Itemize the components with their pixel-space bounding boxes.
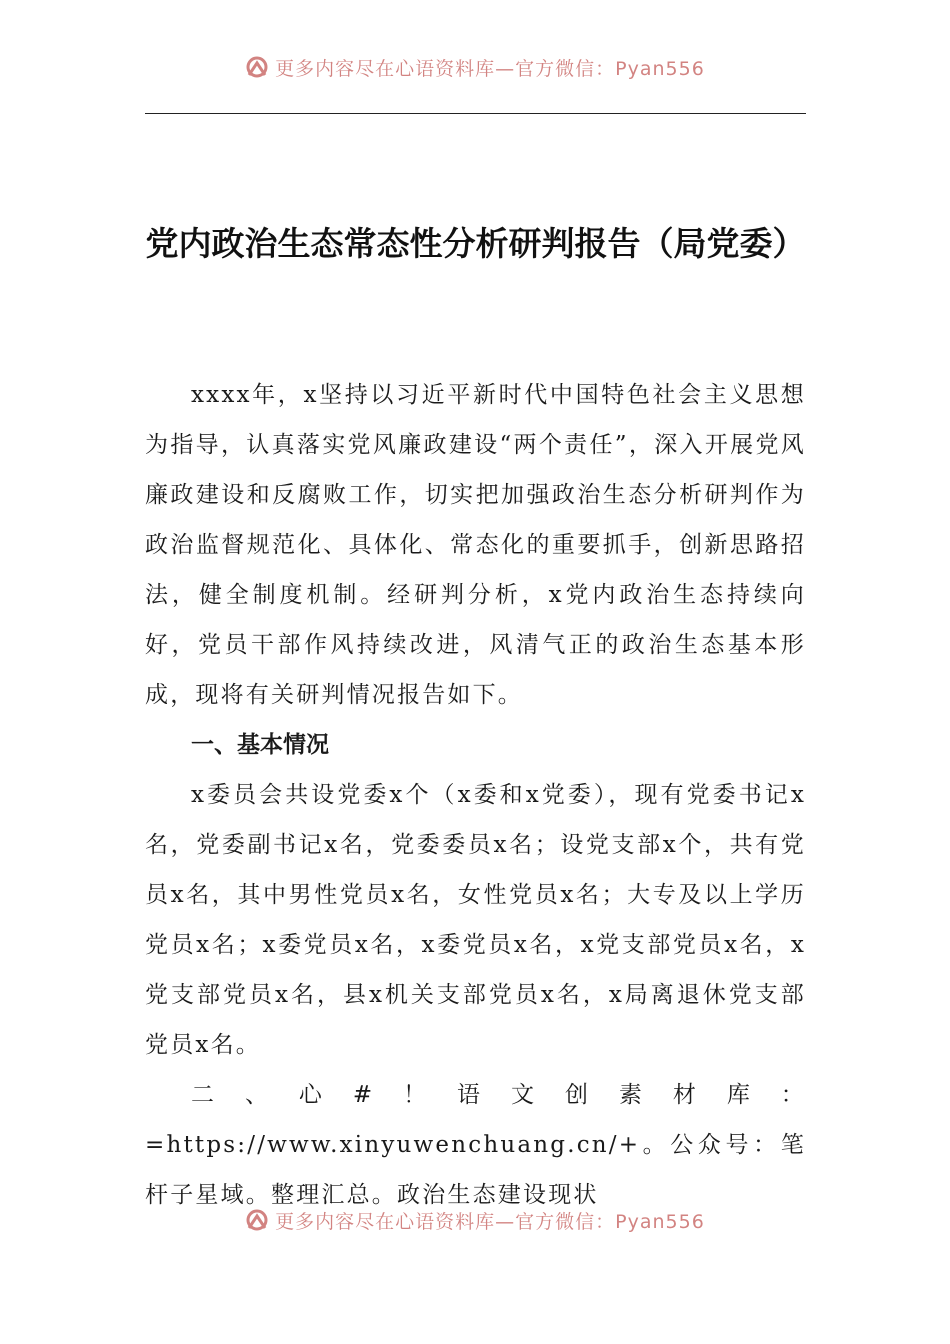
intro-paragraph: xxxx年，x坚持以习近平新时代中国特色社会主义思想为指导，认真落实党风廉政建设“两个责任”，深入开展党风廉政建设和反腐败工作，切实把加强政治生态分析研判作为政治监督规范化、具体化、常态化的重要抓手，创新思路招法，健全制度机制。经研判分析，x党内政治生态持续向好，党员干部作风持续改进，风清气正的政治生态基本形成，现将有关研判情况报告如下。 xyxy=(145,382,806,708)
footer-watermark xyxy=(0,1207,950,1237)
watermark-text: 更多内容尽在心语资料库—官方微信：Pyan556 xyxy=(275,58,705,80)
logo-icon xyxy=(245,1208,271,1237)
logo-icon xyxy=(245,55,271,84)
watermark-text: 更多内容尽在心语资料库—官方微信：Pyan556 xyxy=(275,1211,705,1233)
section-two-paragraph: 二、心#！语文创素材库：=https://www.xinyuwenchuang.cn/+。公众号：笔杆子星域。整理汇总。政治生态建设现状 xyxy=(145,1082,806,1208)
document-title: 党内政治生态常态性分析研判报告（局党委） xyxy=(145,224,806,263)
basic-info-paragraph: x委员会共设党委x个（x委和x党委），现有党委书记x名，党委副书记x名，党委委员x名；设党支部x个，共有党员x名，其中男性党员x名，女性党员x名；大专及以上学历党员x名；x委党员x名，x委党员x名，x党支部党员x名，x党支部党员x名，县x机关支部党员x名，x局离退休党支部党员x名。 xyxy=(145,782,806,1058)
header-watermark xyxy=(0,54,950,84)
document-body xyxy=(145,370,806,1220)
section-heading-basic: 一、基本情况 xyxy=(191,732,329,758)
header-divider xyxy=(145,113,806,114)
